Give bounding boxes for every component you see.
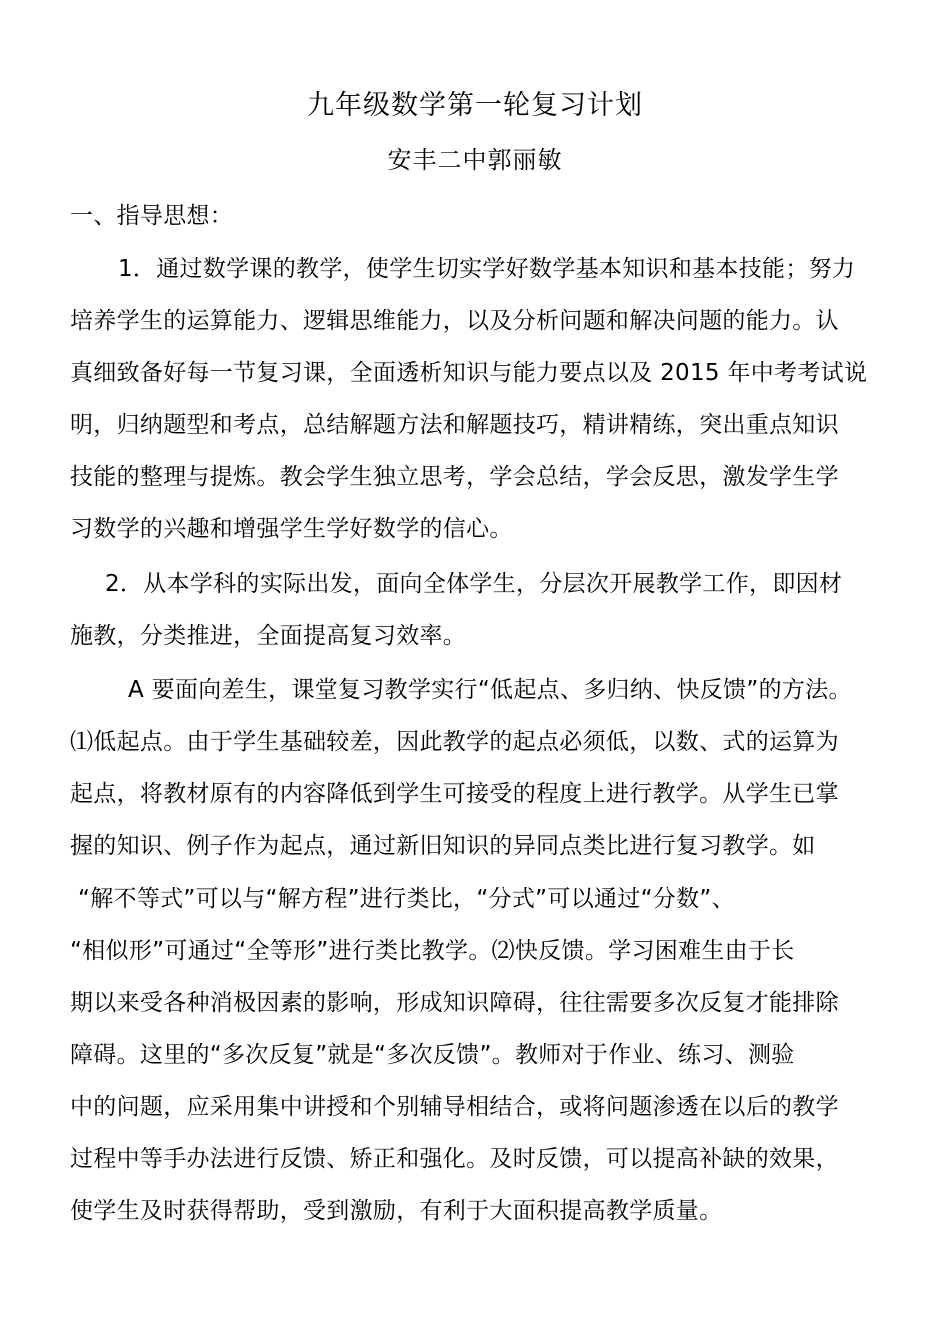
paragraph-line: A 要面向差生，课堂复习教学实行“低起点、多归纳、快反馈”的方法。 bbox=[128, 677, 852, 703]
paragraph-line: 真细致备好每一节复习课，全面透析知识与能力要点以及 2015 年中考考试说 bbox=[70, 360, 868, 386]
paragraph-line: “解不等式”可以与“解方程”进行类比，“分式”可以通过“分数”、 bbox=[78, 886, 735, 912]
paragraph-line: 培养学生的运算能力、逻辑思维能力，以及分析问题和解决问题的能力。认 bbox=[70, 308, 839, 334]
section-heading: 一、指导思想： bbox=[70, 203, 234, 229]
paragraph-line: 起点，将教材原有的内容降低到学生可接受的程度上进行教学。从学生已掌 bbox=[70, 781, 839, 807]
paragraph-line: 使学生及时获得帮助，受到激励，有利于大面积提高教学质量。 bbox=[70, 1198, 723, 1224]
paragraph-line: 握的知识、例子作为起点，通过新旧知识的异同点类比进行复习教学。如 bbox=[70, 833, 816, 859]
paragraph-line: ⑴低起点。由于学生基础较差，因此教学的起点必须低，以数、式的运算为 bbox=[70, 729, 839, 755]
paragraph-line: 障碍。这里的“多次反复”就是“多次反馈”。教师对于作业、练习、测验 bbox=[70, 1042, 795, 1068]
document-author: 安丰二中郭丽敏 bbox=[387, 146, 563, 174]
paragraph-line: 中的问题，应采用集中讲授和个别辅导相结合，或将问题渗透在以后的教学 bbox=[70, 1094, 839, 1120]
paragraph-line: 1．通过数学课的教学，使学生切实学好数学基本知识和基本技能；努力 bbox=[118, 256, 856, 282]
paragraph-line: “相似形”可通过“全等形”进行类比教学。⑵快反馈。学习困难生由于长 bbox=[70, 938, 795, 964]
document-title: 九年级数学第一轮复习计划 bbox=[307, 90, 643, 121]
paragraph-line: 习数学的兴趣和增强学生学好数学的信心。 bbox=[70, 516, 513, 542]
paragraph-line: 过程中等手办法进行反馈、矫正和强化。及时反馈，可以提高补缺的效果， bbox=[70, 1146, 839, 1172]
paragraph-line: 施教，分类推进，全面提高复习效率。 bbox=[70, 623, 467, 649]
paragraph-line: 期以来受各种消极因素的影响，形成知识障碍，往往需要多次反复才能排除 bbox=[70, 990, 839, 1016]
paragraph-line: 明，归纳题型和考点，总结解题方法和解题技巧，精讲精练，突出重点知识 bbox=[70, 412, 839, 438]
paragraph-line: 技能的整理与提炼。教会学生独立思考，学会总结，学会反思，激发学生学 bbox=[70, 464, 839, 490]
paragraph-line: 2．从本学科的实际出发，面向全体学生，分层次开展教学工作，即因材 bbox=[105, 571, 843, 597]
